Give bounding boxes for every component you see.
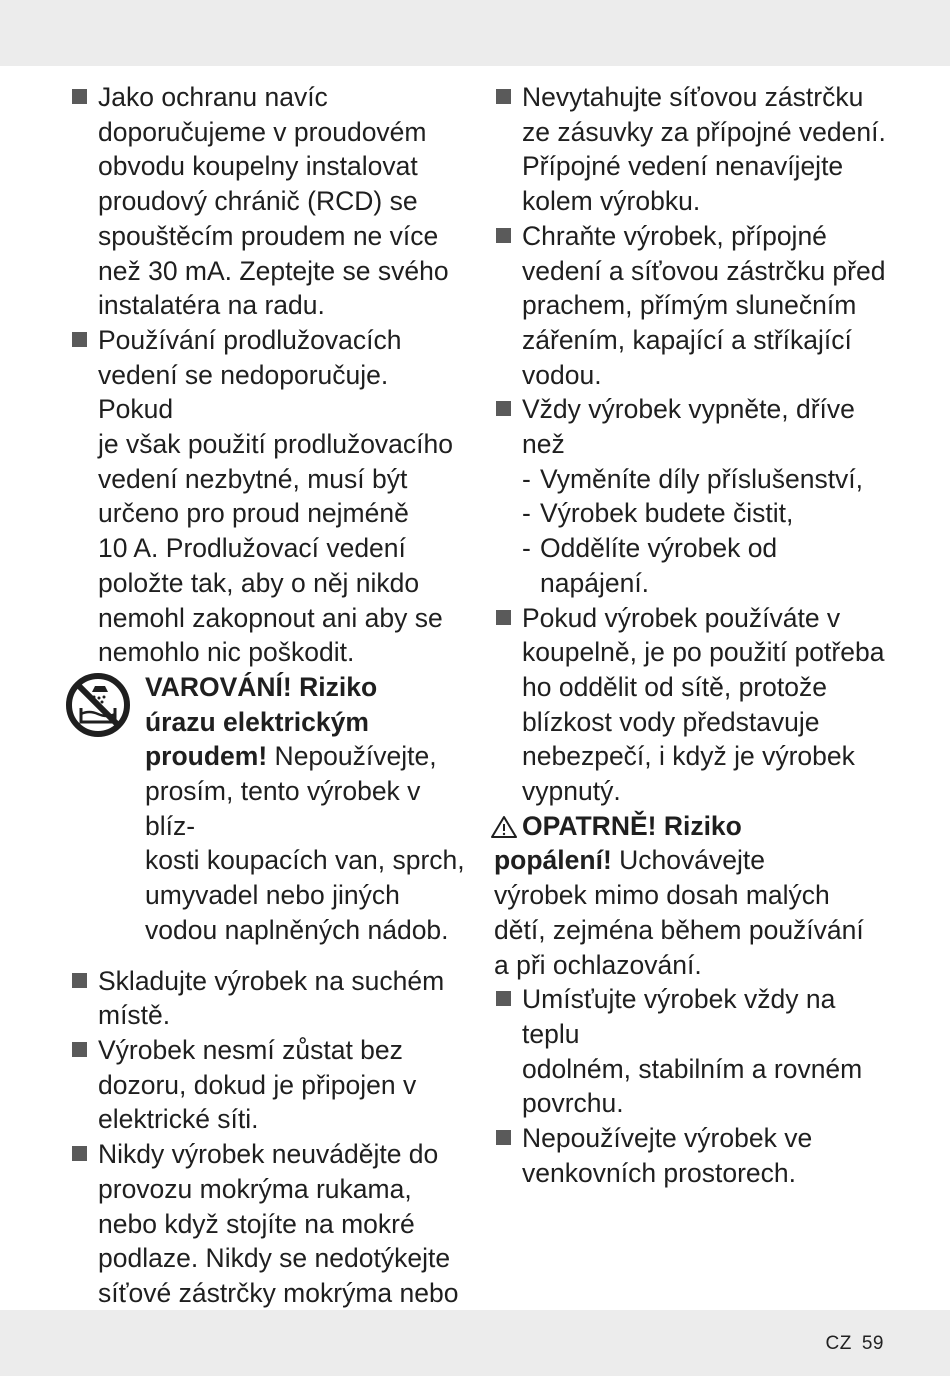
square-bullet-icon (496, 1130, 511, 1145)
text-line: než 30 mA. Zeptejte se svého (98, 255, 449, 286)
list-item (70, 323, 470, 670)
text-line: Jako ochranu navíc (98, 82, 328, 112)
text-line: výrobek mimo dosah malých (494, 880, 830, 911)
text-line: kosti koupacích van, sprch, (145, 845, 465, 876)
text-line: vedení a síťovou zástrčku před (522, 255, 886, 286)
text-line: Pokud výrobek používáte v (522, 602, 841, 633)
square-bullet-icon (72, 1042, 87, 1057)
square-bullet-icon (72, 973, 87, 988)
list-item (494, 1121, 894, 1190)
text-line: než (522, 429, 565, 460)
text-line: zářením, kapající a stříkající (522, 324, 852, 355)
text-line: položte tak, aby o něj nikdo (98, 567, 420, 598)
no-water-shower-icon (65, 672, 131, 738)
text-line: napájení. (540, 567, 650, 598)
electric-shock-warning (70, 670, 470, 948)
text-line: nemohlo nic poškodit. (98, 637, 355, 668)
text-line: Přípojné vedení nenavíjejte (522, 151, 844, 182)
text-line: Oddělíte výrobek od (540, 533, 778, 564)
text-line: Vždy výrobek vypněte, dříve (522, 394, 855, 425)
text-line: doporučujeme v proudovém (98, 116, 427, 147)
square-bullet-icon (72, 1146, 87, 1161)
caution-heading: OPATRNĚ! Riziko (522, 810, 742, 841)
text-line: Výrobek budete čistit, (540, 498, 794, 529)
text-line: umyvadel nebo jiných (145, 880, 400, 911)
square-bullet-icon (72, 332, 87, 347)
header-band (0, 0, 950, 66)
burn-caution (494, 809, 894, 983)
text-line: je však použití prodlužovacího (98, 429, 454, 460)
dash-bullet: - (522, 533, 531, 564)
text-line: Nepoužívejte, (267, 741, 437, 772)
text-line: vedení nezbytné, musí být (98, 463, 408, 494)
list-item (494, 219, 894, 393)
warning-heading: VAROVÁNÍ! Riziko (145, 671, 378, 702)
footer-band (0, 1310, 950, 1376)
text-line: venkovních prostorech. (522, 1157, 796, 1188)
warning-triangle-icon (490, 815, 518, 839)
text-line: podlaze. Nikdy se nedotýkejte (98, 1243, 451, 1274)
text-line: Chraňte výrobek, přípojné (522, 220, 827, 251)
text-line: Používání prodlužovacích (98, 324, 402, 355)
text-line: a při ochlazování. (494, 949, 702, 980)
text-line: dětí, zejména během používání (494, 914, 864, 945)
sub-list-item (522, 531, 894, 600)
square-bullet-icon (496, 401, 511, 416)
list-item (70, 1033, 470, 1137)
square-bullet-icon (72, 89, 87, 104)
square-bullet-icon (496, 89, 511, 104)
text-line: koupelně, je po použití potřeba (522, 637, 885, 668)
text-line: Umísťujte výrobek vždy na teplu (522, 984, 836, 1049)
text-line: elektrické síti. (98, 1104, 259, 1135)
text-line: Výrobek nesmí zůstat bez (98, 1034, 403, 1065)
text-line: odolném, stabilním a rovném (522, 1053, 863, 1084)
list-item (494, 80, 894, 219)
list-item (70, 80, 470, 323)
text-line: prosím, tento výrobek v blíz- (145, 776, 421, 841)
text-line: prachem, přímým slunečním (522, 290, 857, 321)
text-line: povrchu. (522, 1088, 624, 1119)
caution-heading: popálení! (494, 845, 612, 876)
text-line: Nepoužívejte výrobek ve (522, 1123, 813, 1154)
text-line: nebo když stojíte na mokré (98, 1208, 415, 1239)
text-line: Nevytahujte síťovou zástrčku (522, 82, 864, 112)
text-line: Vyměníte díly příslušenství, (540, 463, 864, 494)
left-column (70, 80, 470, 1345)
text-line: Nikdy výrobek neuvádějte do (98, 1139, 439, 1170)
text-line: kolem výrobku. (522, 186, 701, 217)
square-bullet-icon (496, 610, 511, 625)
warning-heading: úrazu elektrickým (145, 706, 369, 737)
text-line: vodou naplněných nádob. (145, 914, 449, 945)
text-line: Skladujte výrobek na suchém (98, 965, 445, 996)
text-line: instalatéra na radu. (98, 290, 325, 321)
list-item (494, 392, 894, 600)
text-line: proudový chránič (RCD) se (98, 186, 418, 217)
text-line: určeno pro proud nejméně (98, 498, 409, 529)
text-line: spouštěcím proudem ne více (98, 220, 439, 251)
square-bullet-icon (496, 228, 511, 243)
text-line: Uchovávejte (611, 845, 765, 876)
text-line: provozu mokrýma rukama, (98, 1173, 412, 1204)
page-number: 59 (861, 1333, 884, 1354)
list-item (494, 601, 894, 809)
dash-bullet: - (522, 463, 531, 494)
text-line: místě. (98, 1000, 171, 1031)
text-line: 10 A. Prodlužovací vedení (98, 533, 406, 564)
text-line: nemohl zakopnout ani aby se (98, 602, 443, 633)
page-footer (826, 1333, 884, 1355)
text-line: ho oddělit od sítě, protože (522, 671, 827, 702)
text-line: vypnutý. (522, 776, 621, 807)
text-line: ze zásuvky za přípojné vedení. (522, 116, 886, 147)
sub-list-item (522, 496, 894, 531)
text-line: vedení se nedoporučuje. Pokud (98, 359, 389, 425)
language-code: CZ (825, 1333, 852, 1354)
square-bullet-icon (496, 991, 511, 1006)
list-item (494, 982, 894, 1121)
text-line: síťové zástrčky mokrýma nebo (98, 1277, 459, 1308)
text-line: dozoru, dokud je připojen v (98, 1069, 417, 1100)
text-line: blízkost vody představuje (522, 706, 820, 737)
dash-bullet: - (522, 498, 531, 529)
text-line: obvodu koupelny instalovat (98, 151, 418, 182)
right-column (494, 80, 894, 1191)
warning-heading: proudem! (145, 741, 268, 772)
list-item (70, 964, 470, 1033)
sub-list-item (522, 462, 894, 497)
text-line: vodou. (522, 359, 602, 390)
text-line: nebezpečí, i když je výrobek (522, 741, 855, 772)
